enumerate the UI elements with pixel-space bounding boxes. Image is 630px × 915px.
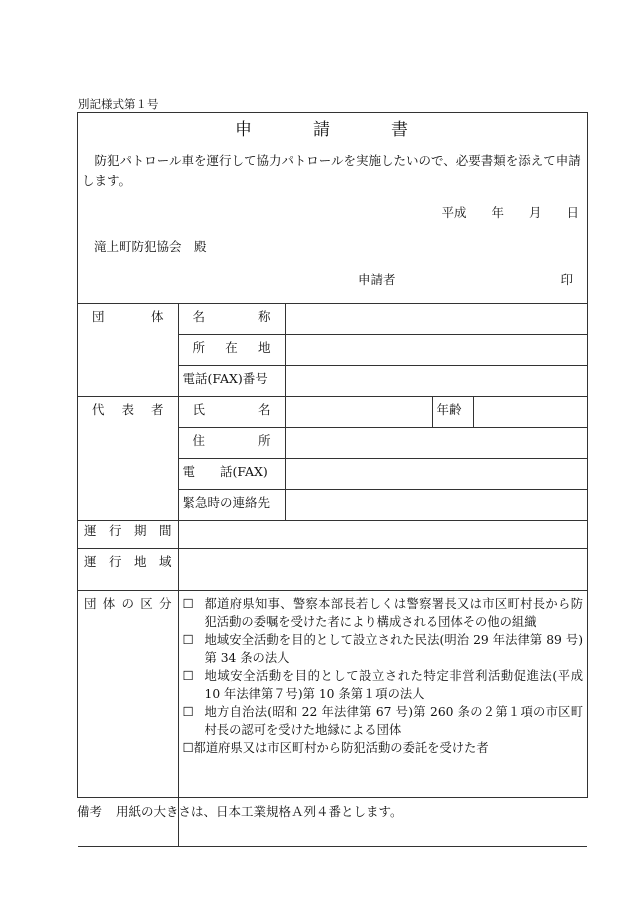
group-name-label: 名 称 bbox=[178, 304, 285, 335]
category-option[interactable] bbox=[183, 595, 584, 631]
category-text: 地方自治法(昭和 22 年法律第 67 号)第 260 条の２第１項の市区町村長の認可を受けた地縁による団体 bbox=[204, 705, 583, 737]
category-option[interactable] bbox=[183, 703, 584, 739]
rep-phone-label: 電 話(FAX) bbox=[178, 459, 285, 490]
group-address-label: 所 在 地 bbox=[178, 335, 285, 366]
remarks-head: 備考 bbox=[77, 804, 103, 819]
seal-label: 印 bbox=[560, 272, 573, 287]
checkbox-icon[interactable]: ☐ bbox=[182, 669, 194, 683]
emergency-contact-field[interactable] bbox=[285, 490, 587, 521]
operation-area-field[interactable] bbox=[178, 549, 587, 591]
category-text: 地域安全活動を目的として設立された特定非営利活動促進法(平成 10 年法律第７号)第 10 条第１項の法人 bbox=[204, 669, 583, 701]
emergency-contact-label: 緊急時の連絡先 bbox=[178, 490, 285, 521]
representative-header: 代 表 者 bbox=[78, 397, 178, 521]
category-text: 都道府県知事、警察本部長若しくは警察署長又は市区町村長から防犯活動の委嘱を受けた者により構成される団体その他の組織 bbox=[204, 597, 583, 629]
remarks-text: 用紙の大きさは、日本工業規格Ａ列４番とします。 bbox=[116, 804, 403, 819]
group-name-field[interactable] bbox=[285, 304, 587, 335]
operation-period-field[interactable] bbox=[178, 521, 587, 549]
date-line: 平成 年 月 日 bbox=[441, 205, 579, 220]
rep-age-label: 年齢 bbox=[432, 397, 473, 428]
rep-address-field[interactable] bbox=[285, 428, 587, 459]
application-table bbox=[78, 303, 587, 847]
addressee: 滝上町防犯協会 殿 bbox=[94, 239, 207, 254]
remarks bbox=[77, 802, 403, 820]
rep-address-label: 住 所 bbox=[178, 428, 285, 459]
group-phone-label: 電話(FAX)番号 bbox=[178, 366, 285, 397]
operation-area-label: 運行地域 bbox=[78, 549, 178, 591]
category-text: 地域安全活動を目的として設立された民法(明治 29 年法律第 89 号)第 34 条の法人 bbox=[204, 633, 583, 665]
applicant-label: 申請者 bbox=[358, 272, 396, 287]
category-option-last[interactable]: ☐都道府県又は市区町村から防犯活動の委託を受けた者 bbox=[182, 741, 489, 755]
group-address-field[interactable] bbox=[285, 335, 587, 366]
checkbox-icon[interactable]: ☐ bbox=[182, 705, 194, 719]
category-option[interactable] bbox=[183, 667, 584, 703]
group-header: 団 体 bbox=[78, 304, 178, 397]
checkbox-icon[interactable]: ☐ bbox=[182, 597, 194, 611]
rep-name-field[interactable] bbox=[285, 397, 432, 428]
rep-age-field[interactable] bbox=[473, 397, 587, 428]
form-number: 別記様式第１号 bbox=[78, 97, 159, 111]
group-category-label: 団体の区分 bbox=[78, 591, 178, 847]
category-option[interactable] bbox=[183, 631, 584, 667]
rep-phone-field[interactable] bbox=[285, 459, 587, 490]
application-form bbox=[77, 112, 588, 798]
application-statement: 防犯パトロール車を運行して協力パトロールを実施したいので、必要書類を添えて申請します。 bbox=[82, 153, 581, 188]
group-phone-field[interactable] bbox=[285, 366, 587, 397]
form-title: 申 請 書 bbox=[235, 120, 430, 140]
operation-period-label: 運行期間 bbox=[78, 521, 178, 549]
rep-name-label: 氏 名 bbox=[178, 397, 285, 428]
checkbox-icon[interactable]: ☐ bbox=[182, 633, 194, 647]
